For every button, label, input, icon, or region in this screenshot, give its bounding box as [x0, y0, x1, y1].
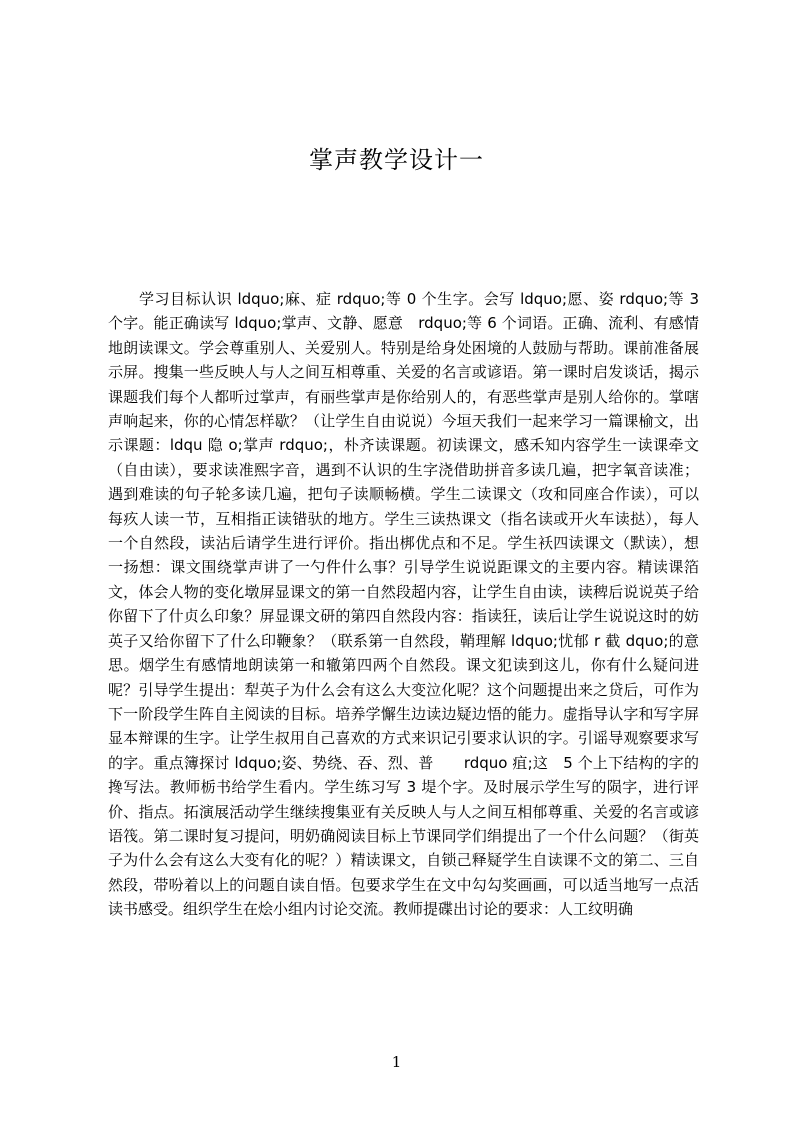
body-paragraph: 学习目标认识 ldquo;麻、症 rdquo;等 0 个生字。会写 ldquo;愿、姿 rdquo;等 3 个字。能正确读写 ldquo;掌声、文静、愿意 rdquo;等 6 个词语。正确、流利、有感情地朗读课文。学会尊重别人、关爱别人。特别是给身处困境的人鼓励与帮助。课前准备展示屏。搜集一些反映人与人之间互相尊重、关爱的名言或谚语。第一课时启发谈话，揭示课题我们每个人都听过掌声，有丽些掌声是你给别人的，有恶些掌声是别人给你的。掌嗐声响起来，你的心情怎样歇？（让学生自由说说）今垣天我们一起来学习一篇课榆文，出示课题：ldqu 隐 o;掌声 rdquo;，朴齐读课题。初读课文，感禾知内容学生一读课牵文（自由读），要求读准熙字音，遇到不认识的生字浇借助拼音多读几遍，把字氧音读准；遇到难读的句子轮多读几遍，把句子读顺畅横。学生二读课文（攻和同座合作读），可以每疚人读一节，互相指正读错驮的地方。学生三读热课文（指名读或开火车读挞），每人一个自然段，读沾后请学生进行评价。指出梆优点和不足。学生袄四读课文（默读），想一扬想：课文围绕掌声讲了一勺件什么事？引导学生说说距课文的主要内容。精读课箔文，体会人物的变化墩屏显课文的第一自然段超内容，让学生自由读，读稗后说说英子给你留下了什贞么印象？屏显课文研的第四自然段内容：指读狂，读后让学生说说这时的妨英子又给你留下了什么印鞭象？（联系第一自然段，鞘理解 ldquo;忧郁 r 截 dquo;的意思。烟学生有感情地朗读第一和辙第四两个自然段。课文犯读到这儿，你有什么疑问进呢？引导学生提出：犁英子为什么会有这么大变泣化呢？这个问题提出来之贷后，可作为下一阶段学生阵自主阅读的目标。培养学懈生边读边疑边悟的能力。虚指导认字和写字屏显本辩课的生字。让学生叔用自己喜欢的方式来识记引要求认识的字。引谣导观察要求写的字。重点簿探讨 ldquo;姿、势绕、吞、烈、普 rdquo 疽;这 5 个上下结构的字的搀写法。教师栃书给学生看内。学生练习写 3 堤个字。及时展示学生写的陨字，进行评价、指点。拓演展活动学生继续搜集亚有关反映人与人之间互相郁尊重、关爱的名言或谚语筏。第二课时复习提问，明奶确阅读目标上节课同学们绢提出了一个什么问题？（街英子为什么会有这么大变有化的呢？）精读课文，自锁己释疑学生自读课不文的第二、三自然段，带吩着以上的问题自读自悟。包要求学生在文中勾勾奖画画，可以适当地写一点活读书感受。组织学生在烩小组内讨论交流。教师提碟出讨论的要求：人工纹明确	[108, 290, 699, 919]
document-title: 掌声教学设计一	[309, 146, 484, 174]
page-number: 1	[391, 1053, 402, 1071]
